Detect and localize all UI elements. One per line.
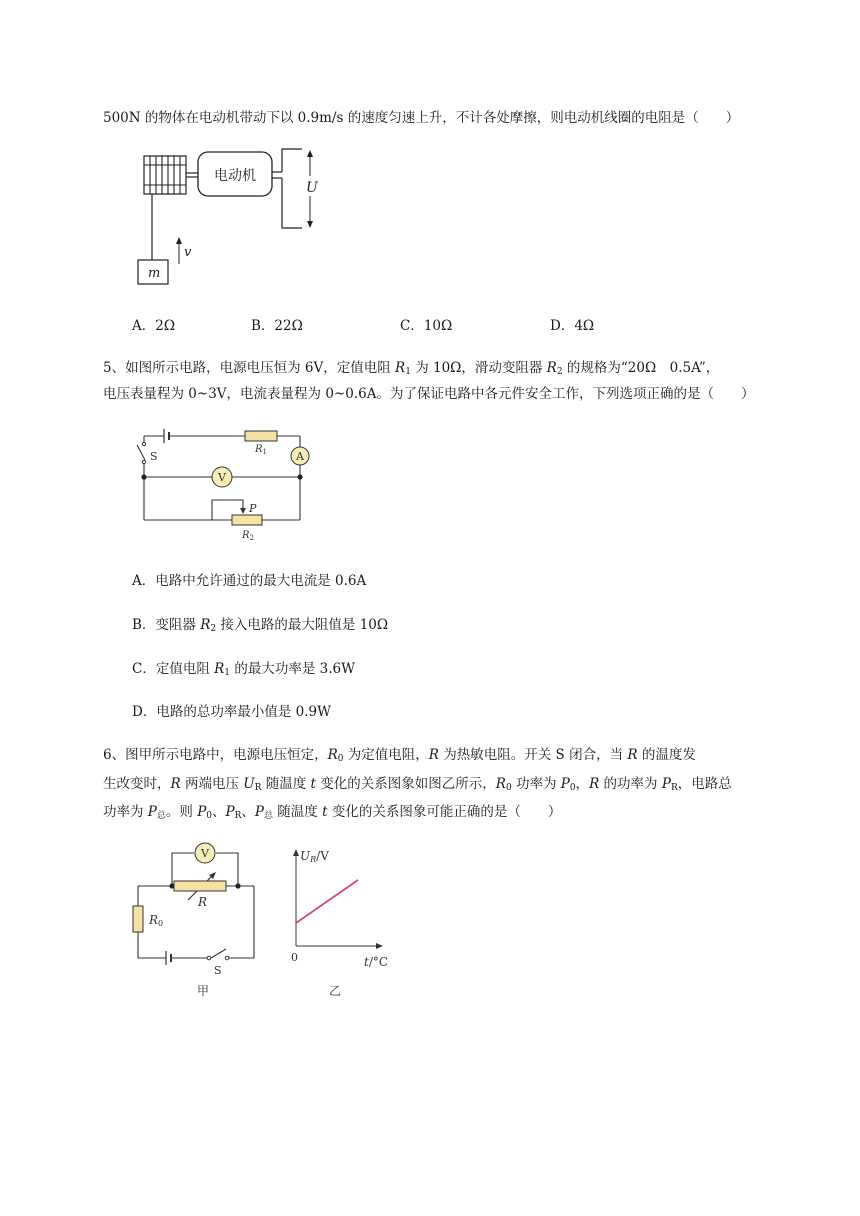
r2-label: $R_2$ <box>242 530 254 542</box>
figure-caption-yi: 乙 <box>328 984 342 998</box>
x-axis-label: t/°C <box>364 955 389 969</box>
q5-stem-line1: 5、如图所示电路，电源电压恒为 6V，定值电阻 $R_1$ 为 10Ω，滑动变阻器 $R_2$ 的规格为“20Ω 0.5A”， <box>103 360 720 377</box>
r0-label: R0 <box>149 913 164 928</box>
q5-option-c[interactable]: C．定值电阻 $R_1$ 的最大功率是 3.6W <box>132 661 355 678</box>
m-label: m <box>148 266 161 281</box>
switch-label: S <box>150 450 158 463</box>
q5-option-a[interactable]: A．电路中允许通过的最大电流是 0.6A <box>132 573 367 589</box>
r1-label: $R_1$ <box>255 444 267 456</box>
q4-stem-tail: 500N 的物体在电动机带动下以 0.9m/s 的速度匀速上升，不计各处摩擦，则电动机线圈的电阻是（ ） <box>103 110 740 126</box>
ammeter-label: A <box>296 450 304 463</box>
q6-figure-jia <box>128 838 268 998</box>
thermistor-label: R <box>198 895 208 909</box>
ur-line <box>296 880 358 923</box>
q4-option-a[interactable]: A．2Ω <box>132 318 176 334</box>
q6-stem-line1: 6、图甲所示电路中，电源电压恒定，$R_0$ 为定值电阻，R 为热敏电阻。开关 S 闭合，当 R 的温度发 <box>103 747 696 764</box>
q4-option-c[interactable]: C．10Ω <box>400 318 453 334</box>
v-label: v <box>184 245 192 260</box>
origin-label: 0 <box>291 951 298 964</box>
y-axis-label: UR/V <box>300 849 329 864</box>
q5-option-d[interactable]: D．电路的总功率最小值是 0.9W <box>132 704 331 720</box>
q6-figure-yi <box>280 838 400 998</box>
q4-motor-diagram <box>130 140 330 290</box>
q5-stem-line2: 电压表量程为 0~3V，电流表量程为 0~0.6A。为了保证电路中各元件安全工作，下列选项正确的是（ ） <box>103 386 755 402</box>
q4-option-b[interactable]: B．22Ω <box>251 318 303 334</box>
u-label: U <box>306 180 318 196</box>
switch-label: S <box>214 964 222 977</box>
q6-stem-line2: 生改变时，R 两端电压 $U_R$ 随温度 t 变化的关系图象如图乙所示，$R_0$ 功率为 $P_0$，R 的功率为 $P_R$，电路总 <box>103 776 732 793</box>
q4-option-d[interactable]: D．4Ω <box>550 318 595 334</box>
p-label: P <box>249 502 257 515</box>
motor-label: 电动机 <box>214 168 256 184</box>
q6-stem-line3: 功率为 $P_总$。则 $P_0$、$P_R$、$P_总$ 随温度 t 变化的关系图象可能正确的是（ ） <box>103 804 562 821</box>
q5-option-b[interactable]: B．变阻器 $R_2$ 接入电路的最大阻值是 10Ω <box>132 617 389 634</box>
voltmeter-label: V <box>218 471 226 484</box>
figure-caption-jia: 甲 <box>196 984 210 998</box>
voltmeter-label: V <box>201 847 209 860</box>
q5-circuit-diagram <box>128 420 328 550</box>
